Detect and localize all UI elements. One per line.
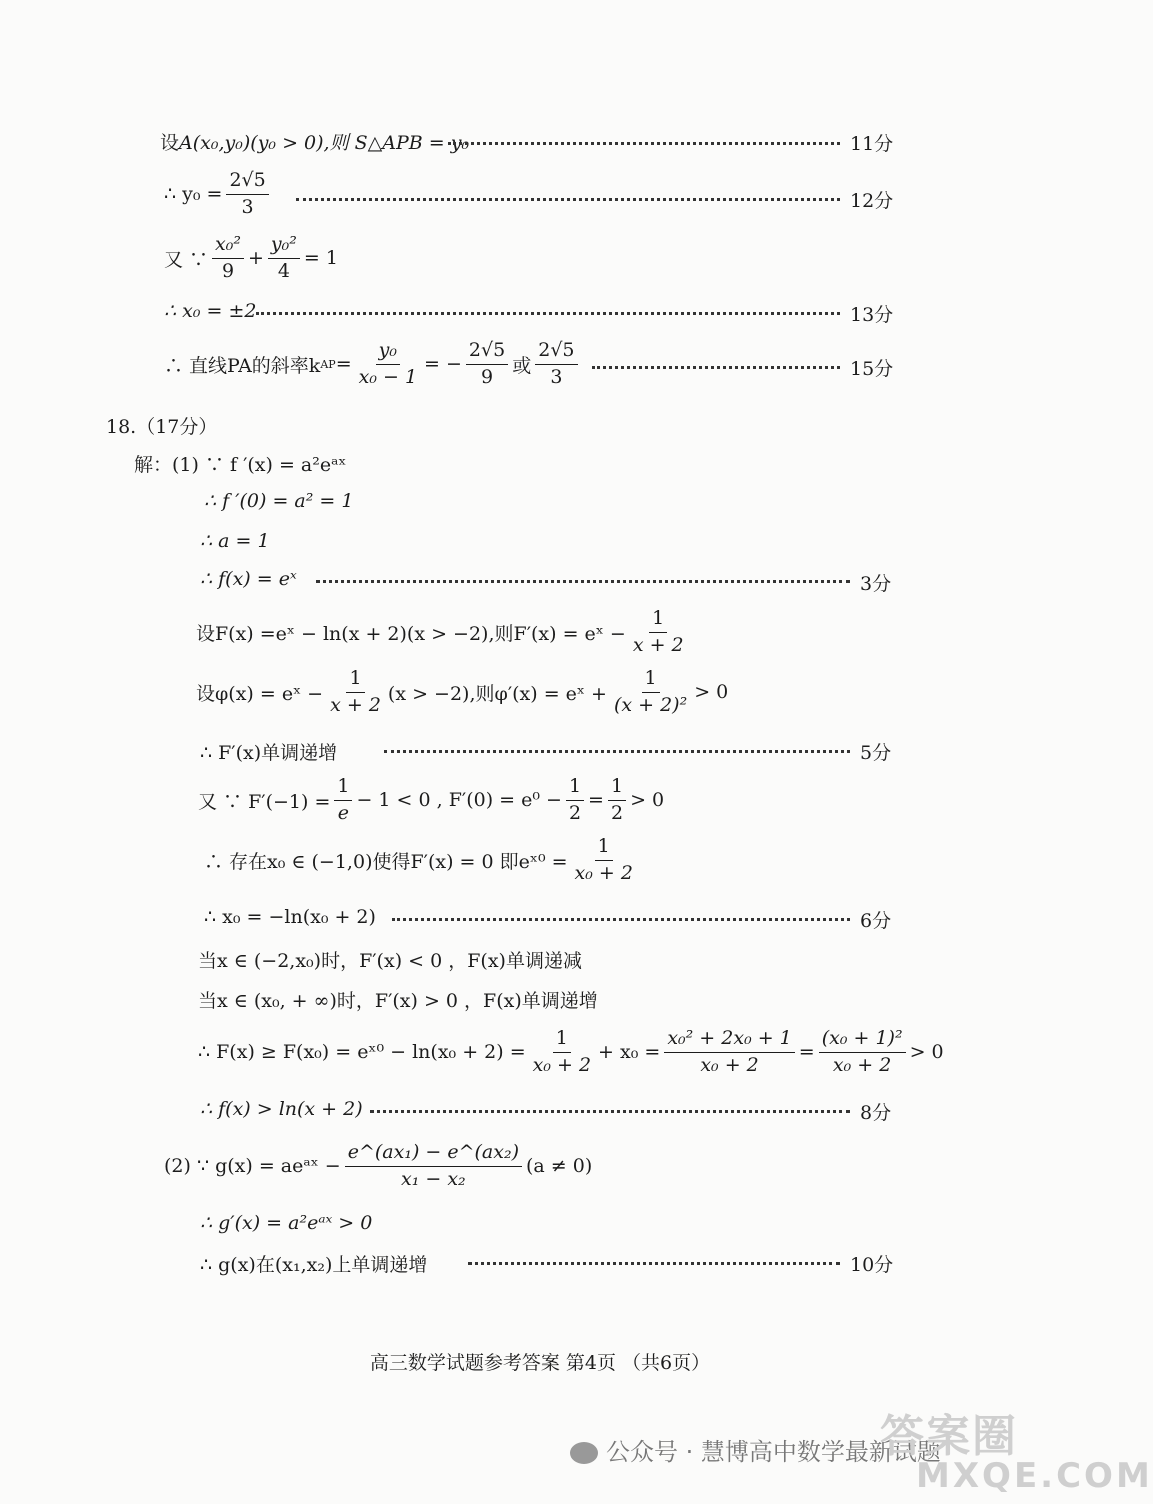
page-footer: 高三数学试题参考答案 第4页 （共6页） xyxy=(369,1352,711,1374)
solution-line-7 xyxy=(200,738,337,765)
line-3 xyxy=(164,234,338,283)
math: 当x ∈ (−2,x₀)时，F′(x) < 0 ，F(x)单调递减 xyxy=(198,950,582,972)
math: > 0 xyxy=(630,789,665,812)
math: (a ≠ 0) xyxy=(526,1155,593,1178)
math: 又 ∵ F′(−1) = xyxy=(198,790,331,813)
solution-line-12 xyxy=(198,986,598,1013)
leader-dots xyxy=(392,918,850,921)
question-number xyxy=(106,412,217,439)
denominator: x₀ + 2 xyxy=(832,1053,892,1076)
denominator: (x + 2)² xyxy=(613,693,688,716)
fraction xyxy=(466,340,508,389)
numerator: e^(ax₁) − e^(ax₂) xyxy=(345,1142,522,1167)
text: = xyxy=(335,353,352,376)
numerator: 1 xyxy=(608,776,626,801)
solution-line-9 xyxy=(204,836,640,885)
leader-dots xyxy=(370,1110,850,1113)
fraction xyxy=(226,170,268,219)
solution-line-2 xyxy=(204,490,353,512)
subscript: AP xyxy=(320,357,336,371)
text: = − xyxy=(424,353,462,376)
denominator: 3 xyxy=(550,365,563,388)
solution-line-4 xyxy=(200,568,297,590)
denominator: 9 xyxy=(221,259,235,282)
score-12: 12分 xyxy=(850,190,894,212)
math: ∴ f ′(0) = a² = 1 xyxy=(204,490,354,512)
math: A(x₀,y₀)(y₀ > 0),则 S△APB = y₀ xyxy=(179,132,470,154)
fraction xyxy=(535,340,577,389)
solution-line-11 xyxy=(198,946,582,973)
solution-line-1 xyxy=(134,450,347,477)
text: 或 xyxy=(512,354,532,377)
math: ∴ g(x)在(x₁,x₂)上单调递增 xyxy=(200,1254,428,1276)
denominator: 2 xyxy=(610,801,624,824)
fraction xyxy=(608,776,626,825)
denominator: x₀ + 2 xyxy=(574,861,633,884)
logo-text-top: 答案圈 xyxy=(880,1411,1018,1462)
math: 设φ(x) = eˣ − xyxy=(196,682,324,705)
watermark-text: 公众号 · 慧博高中数学最新试题 xyxy=(606,1438,941,1466)
solution-line-17 xyxy=(200,1250,427,1277)
math: − 1 < 0 , F′(0) = e⁰ − xyxy=(356,789,562,812)
solution-line-16 xyxy=(200,1212,372,1234)
fraction xyxy=(212,234,244,283)
numerator: x₀² + 2x₀ + 1 xyxy=(664,1028,794,1053)
denominator: x + 2 xyxy=(330,693,381,716)
numerator: 2√5 xyxy=(535,340,577,365)
text: ∴ y₀ = xyxy=(164,183,223,206)
site-logo xyxy=(880,1400,1153,1500)
score-8: 8分 xyxy=(860,1102,892,1124)
line-1 xyxy=(160,128,469,155)
math: ∴ g′(x) = a²eᵃˣ > 0 xyxy=(200,1212,373,1234)
text: 18.（17分） xyxy=(106,416,218,438)
math: > 0 xyxy=(694,681,729,704)
score-13: 13分 xyxy=(850,304,894,326)
fraction xyxy=(268,234,300,283)
line-5 xyxy=(164,340,582,389)
denominator: x + 2 xyxy=(632,633,684,656)
text: + xyxy=(248,247,264,270)
denominator: 4 xyxy=(277,259,290,282)
fraction xyxy=(819,1028,906,1077)
text: = 1 xyxy=(303,247,338,270)
solution-line-15 xyxy=(164,1142,592,1191)
numerator: 1 xyxy=(334,776,352,801)
numerator: 1 xyxy=(346,668,364,693)
fraction xyxy=(566,776,584,825)
math: ∴ F′(x)单调递增 xyxy=(200,742,338,764)
numerator: 1 xyxy=(642,668,660,693)
numerator: 2√5 xyxy=(466,340,508,365)
fraction xyxy=(530,1028,594,1077)
math: = xyxy=(588,789,604,812)
score-11: 11分 xyxy=(850,133,894,155)
math: (2) ∵ g(x) = aeᵃˣ − xyxy=(164,1155,341,1178)
text: 设 xyxy=(160,132,180,154)
denominator: 3 xyxy=(241,195,254,218)
denominator: 2 xyxy=(568,801,582,824)
numerator: y₀² xyxy=(268,234,300,259)
fraction xyxy=(356,340,420,389)
leader-dots xyxy=(256,312,840,315)
fraction xyxy=(327,668,384,717)
denominator: e xyxy=(337,801,350,824)
math: ∴ a = 1 xyxy=(200,530,270,552)
math: ∴ x₀ = −ln(x₀ + 2) xyxy=(204,906,376,928)
leader-dots xyxy=(468,1262,840,1265)
leader-dots xyxy=(384,750,850,753)
fraction xyxy=(611,668,690,717)
text: ∴ 直线PA的斜率k xyxy=(164,354,321,377)
math: ∴ x₀ = ±2 xyxy=(164,300,257,322)
numerator: 1 xyxy=(595,836,613,861)
math: ∴ f(x) > ln(x + 2) xyxy=(200,1098,363,1120)
score-3: 3分 xyxy=(860,573,892,595)
score-15: 15分 xyxy=(850,358,894,380)
logo-text-bottom: MXQE.COM xyxy=(916,1456,1153,1496)
wechat-icon xyxy=(570,1442,598,1464)
leader-dots xyxy=(448,142,840,145)
denominator: x₀ + 2 xyxy=(700,1053,759,1076)
score-6: 6分 xyxy=(860,910,892,932)
denominator: x₁ − x₂ xyxy=(401,1167,466,1190)
fraction xyxy=(572,836,636,885)
math: + x₀ = xyxy=(598,1041,661,1064)
math: ∴ F(x) ≥ F(x₀) = eˣ⁰ − ln(x₀ + 2) = xyxy=(198,1041,526,1064)
solution-line-6 xyxy=(196,668,728,717)
math: ∴ f(x) = eˣ xyxy=(200,568,297,590)
denominator: x₀ + 2 xyxy=(532,1053,592,1076)
fraction xyxy=(630,608,687,657)
score-10: 10分 xyxy=(850,1254,894,1276)
numerator: y₀ xyxy=(376,340,400,365)
line-2 xyxy=(164,170,273,219)
solution-line-5 xyxy=(196,608,691,657)
solution-line-8 xyxy=(198,776,664,825)
math: > 0 xyxy=(909,1041,944,1064)
numerator: 2√5 xyxy=(226,170,268,195)
math: = xyxy=(798,1041,815,1064)
numerator: (x₀ + 1)² xyxy=(819,1028,906,1053)
numerator: 1 xyxy=(566,776,584,801)
numerator: 1 xyxy=(649,608,667,633)
fraction xyxy=(334,776,352,825)
solution-line-14 xyxy=(200,1098,363,1120)
text: 又 ∵ xyxy=(164,248,209,271)
math: ∴ 存在x₀ ∈ (−1,0)使得F′(x) = 0 即eˣ⁰ = xyxy=(204,850,568,873)
leader-dots xyxy=(296,198,840,201)
math: 解：(1) ∵ f ′(x) = a²eᵃˣ xyxy=(134,454,347,476)
score-5: 5分 xyxy=(860,742,892,764)
line-4 xyxy=(164,300,256,322)
solution-line-13 xyxy=(198,1028,944,1077)
leader-dots xyxy=(592,366,840,369)
math: 设F(x) =eˣ − ln(x + 2)(x > −2),则F′(x) = eˣ − xyxy=(196,622,626,645)
denominator: 9 xyxy=(481,365,494,388)
fraction xyxy=(664,1028,794,1077)
math: 当x ∈ (x₀, + ∞)时，F′(x) > 0 ，F(x)单调递增 xyxy=(198,990,598,1012)
leader-dots xyxy=(316,580,850,583)
solution-line-3 xyxy=(200,530,270,552)
math: (x > −2),则φ′(x) = eˣ + xyxy=(387,682,607,705)
denominator: x₀ − 1 xyxy=(358,365,418,388)
solution-line-10 xyxy=(204,906,376,928)
fraction xyxy=(345,1142,522,1191)
numerator: 1 xyxy=(553,1028,571,1053)
numerator: x₀² xyxy=(212,234,244,259)
